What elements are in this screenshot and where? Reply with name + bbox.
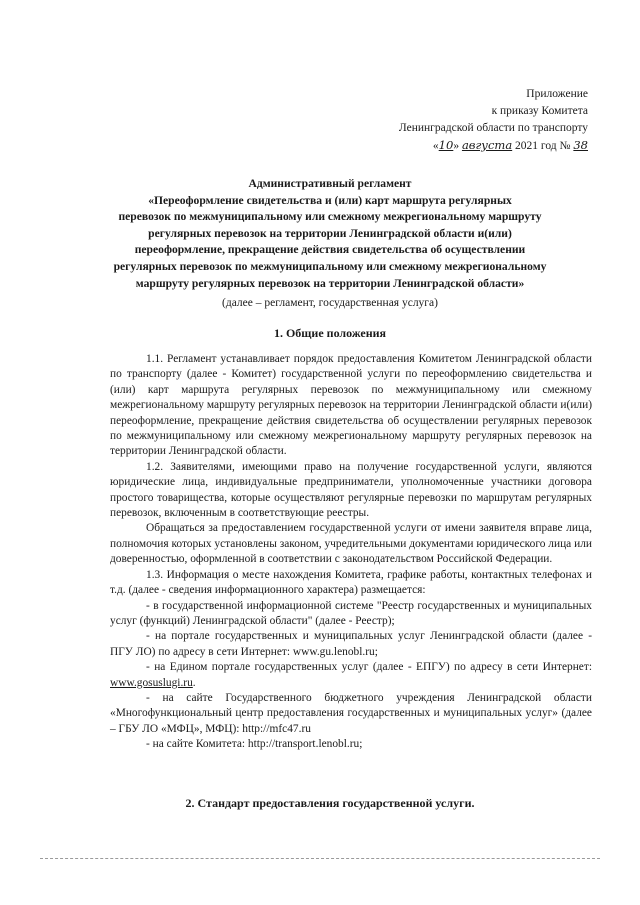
- appendix-line-2: к приказу Комитета: [491, 105, 588, 117]
- title-line-1: Административный регламент: [248, 177, 412, 190]
- list-item-registry: - в государственной информационной системе "Реестр государственных и муниципальных услуг (функций) Ленинградской области" (далее - Реестр);: [110, 599, 592, 627]
- epgu-suffix: .: [192, 676, 196, 689]
- paragraph-representatives: Обращаться за предоставлением государственной услуги от имени заявителя вправе лица, полномочия которых установлены законом, учредительными документами юридического лица или доверенностью, оформленной в соответствии с законодательством Российской Федерации.: [110, 522, 592, 566]
- title-line-4: регулярных перевозок на территории Ленинградской области и(или): [148, 226, 512, 240]
- regulation-abbreviation: (далее – регламент, государственная услуга): [222, 297, 438, 309]
- section-1-title: 1. Общие положения: [273, 326, 387, 340]
- paragraph-1-2: 1.2. Заявителями, имеющими право на получение государственной услуги, являются юридические лица, индивидуальные предприниматели, уполномоченные участники договора простого товарищества, которые осуществляют регулярные перевозки по маршрутам регулярных перевозок, включенным в соответствующие реестры.: [110, 460, 592, 520]
- date-open-quote: «: [432, 140, 439, 152]
- section-1-body: [110, 352, 592, 753]
- title-line-5: переоформление, прекращение действия свидетельства об осуществлении: [134, 243, 526, 257]
- title-line-3: перевозок по межмуниципальному или смежному межрегиональному маршруту: [118, 210, 542, 224]
- page-bottom-divider: [40, 858, 600, 859]
- date-year: 2021 год: [515, 140, 557, 152]
- number-sign: №: [559, 140, 571, 152]
- date-month: августа: [461, 138, 513, 152]
- title-line-7: маршруту регулярных перевозок на территории Ленинградской области»: [135, 276, 525, 290]
- list-item-mfc: - на сайте Государственного бюджетного учреждения Ленинградской области «Многофункциональный центр предоставления государственных и муниципальных услуг» (далее – ГБУ ЛО «МФЦ», МФЦ): http://mfc47.ru: [110, 691, 592, 735]
- title-line-2: «Переоформление свидетельства и (или) карт маршрута регулярных: [148, 193, 512, 207]
- epgu-text: - на Едином портале государственных услуг (далее - ЕПГУ) по адресу в сети Интернет:: [146, 661, 592, 674]
- list-item-pgu-lo: - на портале государственных и муниципальных услуг Ленинградской области (далее - ПГУ ЛО) по адресу в сети Интернет: www.gu.lenobl.ru;: [110, 630, 592, 658]
- gosuslugi-link[interactable]: www.gosuslugi.ru: [110, 676, 193, 689]
- list-item-committee-site: - на сайте Комитета: http://transport.lenobl.ru;: [146, 738, 363, 751]
- appendix-line-1: Приложение: [526, 88, 588, 100]
- appendix-line-3: Ленинградской области по транспорту: [398, 122, 588, 134]
- paragraph-1-3: 1.3. Информация о месте нахождения Комитета, графике работы, контактных телефонах и т.д. (далее - сведения информационного характера) размещается:: [110, 568, 592, 597]
- order-date-line: [399, 137, 588, 155]
- appendix-header: [399, 86, 588, 155]
- date-day: 10: [438, 138, 454, 152]
- order-number: 38: [573, 138, 588, 152]
- date-close-quote: »: [453, 140, 460, 152]
- title-line-6: регулярных перевозок по межмуниципальному или смежному межрегиональному: [113, 259, 547, 273]
- regulation-title: [70, 176, 590, 292]
- paragraph-1-1: 1.1. Регламент устанавливает порядок предоставления Комитетом Ленинградской области по транспорту (далее - Комитет) государственной услуги по переоформлению свидетельства и (или) карт маршрута регулярных перевозок по межмуниципальному или смежному межрегиональному маршруту регулярных перевозок на территории Ленинградской области и(или) переоформление, прекращение действия свидетельства об осуществлении регулярных перевозок по межмуниципальному или смежному межрегиональному маршруту регулярных перевозок на территории Ленинградской области.: [110, 353, 592, 458]
- list-item-epgu: [110, 660, 592, 691]
- section-2-title: 2. Стандарт предоставления государственной услуги.: [185, 796, 475, 810]
